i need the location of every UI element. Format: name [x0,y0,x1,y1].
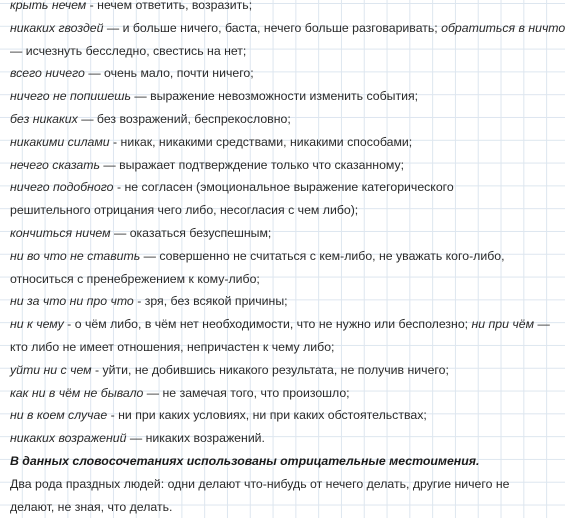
text-line [10,176,454,199]
phrase-definition: кто либо не имеет отношения, непричастен к чему либо; [10,339,335,354]
phrase-term: никакими силами [10,134,110,149]
phrase-definition: — оказаться безуспешным; [110,225,272,240]
phrase-term: ни во что не ставить [10,248,141,263]
phrase-definition: — [534,317,550,332]
phrase-definition: - уйти, не добившись никакого результата, не получив ничего; [91,362,449,377]
text-line [10,40,447,63]
phrase-definition: относиться с пренебрежением к кому-либо; [10,271,260,286]
text-line [10,404,447,427]
phrase-term: кончиться ничем [10,225,111,240]
phrase-term: обратиться в ничто [441,20,565,35]
text-line [10,336,447,359]
text-line [10,108,447,131]
phrase-definition: - не согласен (эмоциональное выражение категорического [113,180,454,195]
phrase-term: ни к чему [10,317,64,332]
text-line [10,199,447,222]
phrase-definition: - никак, никакими средствами, никакими способами; [109,134,413,149]
phrase-definition: — выражение невозможности изменить события; [130,89,419,104]
text-line [10,85,447,108]
text-line [10,222,447,245]
phrase-term: ни при чём [471,317,535,332]
phrase-definition: - о чём либо, в чём нет необходимости, что не нужно или бесполезно; [63,317,472,332]
closing-paragraph-line: Два рода праздных людей: одни делают что-нибудь от нечего делать, другие ничего не [10,476,510,491]
text-line [10,359,447,382]
text-line [10,382,447,405]
text-line [10,245,505,268]
phrase-term: без никаких [10,111,78,126]
phrase-term: никаких возражений [10,431,127,446]
phrase-term: всего ничего [10,66,85,81]
text-line [10,17,565,40]
phrase-definition: — очень мало, почти ничего; [84,66,254,81]
phrase-term: ничего подобного [10,180,114,195]
phrase-definition: — совершенно не считаться с кем-либо, не уважать кого-либо, [140,248,505,263]
phrase-term: крыть нечем [10,0,87,12]
phrase-term: ничего не попишешь [10,89,131,104]
text-line [10,62,447,85]
document-body [10,0,565,518]
text-line [10,131,447,154]
phrase-definition: — выражает подтверждение только что сказанному; [99,157,405,172]
phrase-term: уйти ни с чем [10,362,92,377]
text-line [10,290,447,313]
phrase-definition: — и больше ничего, баста, нечего больше разговаривать; [103,20,442,35]
phrase-definition: — не замечая того, что произошло; [143,385,350,400]
phrase-term: ни в коем случае [10,408,108,423]
phrase-term: никаких гвоздей [10,20,104,35]
phrase-definition: — исчезнуть бесследно, свестись на нет; [10,43,247,58]
text-line [10,0,447,17]
phrase-definition: — никаких возражений. [126,431,265,446]
text-line [10,313,550,336]
phrase-definition: решительного отрицания чего либо, несогласия с чем либо); [10,203,359,218]
phrase-definition: - ни при каких условиях, ни при каких обстоятельствах; [107,408,427,423]
phrase-term: как ни в чём не бывало [10,385,144,400]
phrase-definition: - нечем ответить, возразить; [86,0,253,12]
closing-paragraph-line: делают, не зная, что делать. [10,499,173,514]
text-line [10,154,447,177]
phrase-definition: - зря, без всякой причины; [133,294,288,309]
phrase-term: нечего сказать [10,157,100,172]
phrase-definition: — без возражений, беспрекословно; [77,111,291,126]
phrase-term: ни за что ни про что [10,294,134,309]
text-line [10,268,447,291]
summary-statement: В данных словосочетаниях использованы отрицательные местоимения. [10,453,480,468]
text-line [10,427,447,450]
